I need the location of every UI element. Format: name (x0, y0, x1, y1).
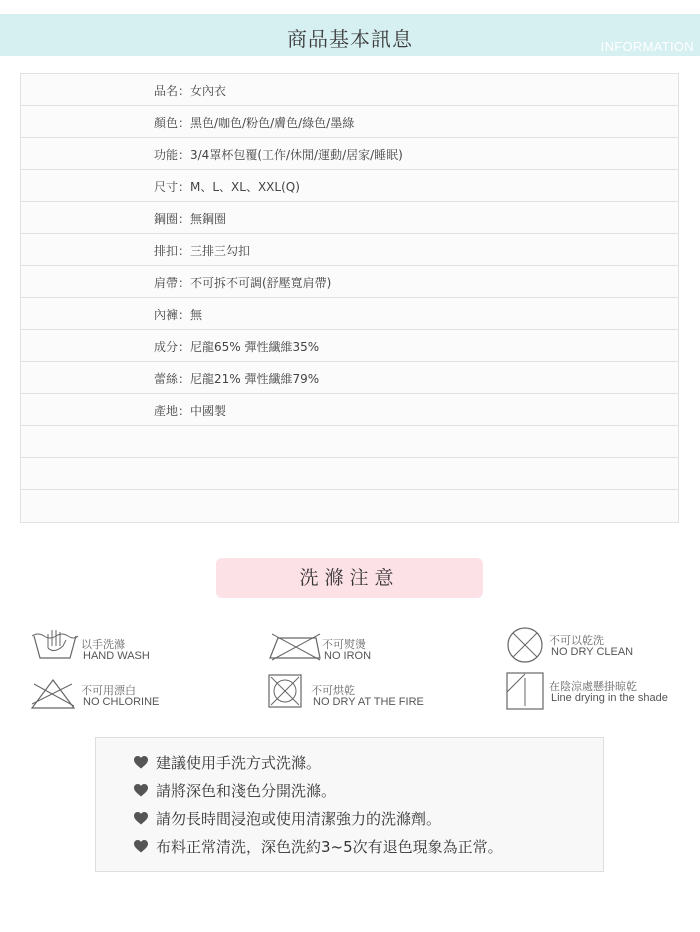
care-zh-label: 在陰涼處懸掛晾乾 (549, 680, 637, 693)
info-row-empty (21, 458, 678, 490)
heart-icon (134, 812, 148, 825)
no-iron-icon (268, 630, 324, 662)
note-item (134, 836, 503, 857)
care-item-no-chlorine (30, 678, 230, 712)
no-dry-clean-icon (506, 626, 544, 664)
info-row-empty (21, 490, 678, 522)
note-text: 請將深色和淺色分開洗滌。 (156, 782, 337, 800)
info-row (21, 266, 678, 298)
care-item-line-dry-shade (506, 672, 700, 710)
care-section-title: 洗滌注意 (216, 558, 483, 598)
note-text: 布料正常清洗，深色洗約3~5次有退色現象為正常。 (156, 838, 503, 856)
care-item-hand-wash (30, 624, 230, 664)
info-row-text: 內褲：無 (154, 308, 203, 322)
info-row (21, 234, 678, 266)
care-en-label: NO DRY CLEAN (551, 646, 634, 658)
care-item-no-tumble-dry (268, 674, 468, 710)
hand-wash-icon (30, 624, 80, 662)
care-en-label: NO CHLORINE (83, 696, 160, 708)
care-en-label: HAND WASH (83, 650, 150, 662)
info-row-text: 功能：3/4罩杯包覆(工作/休閒/運動/居家/睡眠) (154, 148, 403, 162)
no-chlorine-icon (30, 678, 76, 710)
info-row-text: 排扣：三排三勾扣 (154, 244, 251, 258)
product-info-table (20, 73, 679, 523)
care-zh-label: 不可熨燙 (322, 638, 366, 651)
care-zh-label: 不可以乾洗 (549, 634, 604, 647)
info-row-text: 產地：中國製 (154, 404, 227, 418)
info-row-text: 尺寸：M、L、XL、XXL(Q) (154, 180, 300, 194)
info-row-text: 品名：女內衣 (154, 84, 227, 98)
care-item-no-dry-clean (506, 626, 700, 664)
note-text: 請勿長時間浸泡或使用清潔強力的洗滌劑。 (156, 810, 442, 828)
note-item (134, 808, 441, 829)
care-en-label: NO DRY AT THE FIRE (313, 696, 424, 708)
page-subtitle: INFORMATION (600, 39, 694, 54)
info-row-text: 肩帶：不可拆不可調(舒壓寬肩帶) (154, 276, 332, 290)
care-item-no-iron (268, 630, 468, 666)
info-row-text: 鋼圈：無鋼圈 (154, 212, 227, 226)
note-item (134, 752, 321, 773)
heart-icon (134, 840, 148, 853)
care-zh-label: 不可烘乾 (311, 684, 355, 697)
info-row (21, 106, 678, 138)
heart-icon (134, 784, 148, 797)
no-tumble-dry-icon (268, 674, 302, 708)
info-row (21, 394, 678, 426)
wash-notes-box (95, 737, 604, 872)
care-zh-label: 以手洗滌 (81, 638, 125, 651)
care-en-label: NO IRON (324, 650, 372, 662)
info-row-text: 顏色：黑色/咖色/粉色/膚色/綠色/墨綠 (154, 116, 355, 130)
info-row (21, 202, 678, 234)
page-title: 商品基本訊息 (287, 27, 413, 51)
info-header (0, 14, 700, 56)
heart-icon (134, 756, 148, 769)
care-en-label: Line drying in the shade (551, 692, 668, 704)
info-row-text: 蕾絲：尼龍21% 彈性纖維79% (154, 372, 320, 386)
info-row (21, 362, 678, 394)
info-row (21, 170, 678, 202)
info-row (21, 74, 678, 106)
info-row-empty (21, 426, 678, 458)
note-item (134, 780, 336, 801)
info-row-text: 成分：尼龍65% 彈性纖維35% (154, 340, 320, 354)
info-row (21, 138, 678, 170)
info-row (21, 298, 678, 330)
note-text: 建議使用手洗方式洗滌。 (156, 754, 322, 772)
info-row (21, 330, 678, 362)
care-zh-label: 不可用漂白 (81, 684, 136, 697)
line-dry-shade-icon (506, 672, 544, 710)
